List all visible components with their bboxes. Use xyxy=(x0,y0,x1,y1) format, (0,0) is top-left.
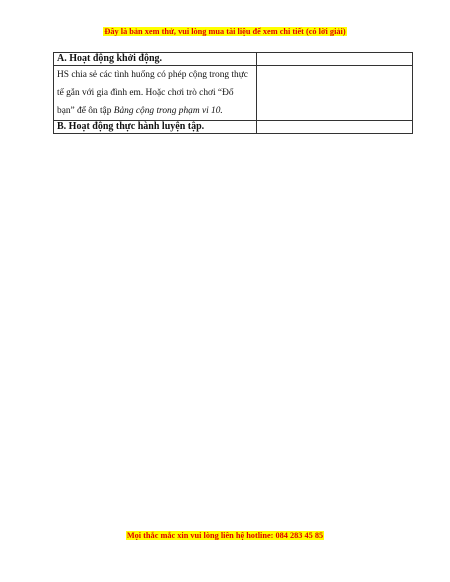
lesson-plan-table xyxy=(53,52,413,134)
preview-notice-banner xyxy=(0,27,450,36)
empty-cell xyxy=(257,66,413,121)
section-a-activity-text xyxy=(54,66,257,121)
section-b-heading: B. Hoạt động thực hành luyện tập. xyxy=(54,121,257,134)
table-row xyxy=(54,53,413,66)
hotline-notice-banner xyxy=(0,531,450,540)
table-row xyxy=(54,121,413,134)
empty-cell xyxy=(257,53,413,66)
hotline-notice-text: Mọi thắc mắc xin vui lòng liên hệ hotline: 084 283 45 85 xyxy=(126,531,324,540)
empty-cell xyxy=(257,121,413,134)
activity-text-plain: HS chia sẻ các tình huống có phép cộng trong thực tế gắn với gia đình em. Hoặc chơi trò chơi “Đố bạn” để ôn tập xyxy=(57,70,248,116)
preview-notice-text: Đây là bản xem thử, vui lòng mua tài liệu để xem chi tiết (có lời giải) xyxy=(104,27,346,36)
activity-text-italic: Bảng cộng trong phạm vi 10. xyxy=(113,106,223,116)
section-a-heading: A. Hoạt động khởi động. xyxy=(54,53,257,66)
table-row xyxy=(54,66,413,121)
